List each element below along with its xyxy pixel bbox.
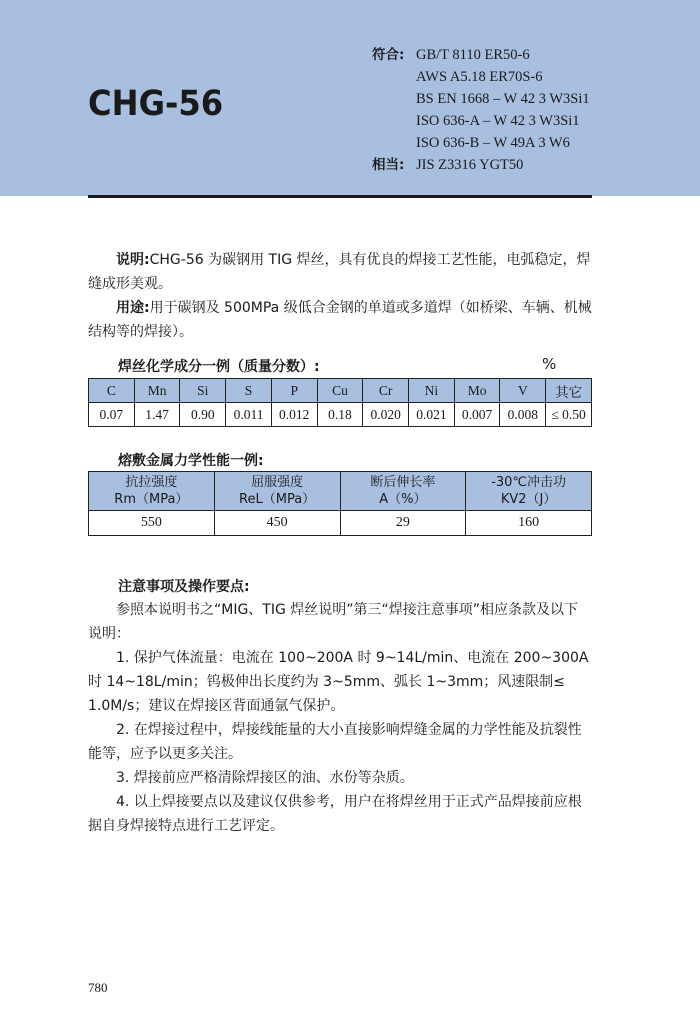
column-header: Ni xyxy=(409,379,455,403)
standard-row xyxy=(372,44,590,66)
standard-row xyxy=(372,66,590,88)
table-cell: 29 xyxy=(340,511,466,536)
standard-label xyxy=(372,66,416,88)
notes-paragraph: 3. 焊接前应严格清除焊接区的油、水份等杂质。 xyxy=(116,770,414,786)
notes-title: 注意事项及操作要点: xyxy=(118,579,250,595)
table-cell: 0.90 xyxy=(180,403,226,427)
header-line: A（%） xyxy=(379,492,427,507)
column-header: C xyxy=(89,379,135,403)
mechanical-title: 熔敷金属力学性能一例: xyxy=(118,453,264,469)
page-number: 780 xyxy=(88,980,108,995)
usage-label: 用途: xyxy=(116,300,150,316)
table-cell: ≤ 0.50 xyxy=(546,403,592,427)
table-cell: 0.008 xyxy=(500,403,546,427)
standard-label xyxy=(372,110,416,132)
column-header xyxy=(466,472,592,511)
table-cell: 0.07 xyxy=(89,403,135,427)
column-header: Mn xyxy=(134,379,180,403)
column-header: 其它 xyxy=(546,379,592,403)
notes-paragraph: 参照本说明书之“MIG、TIG 焊丝说明”第三“焊接注意事项”相应条款及以下说明： xyxy=(88,602,579,642)
product-title: CHG-56 xyxy=(88,84,224,124)
column-header: Cu xyxy=(317,379,363,403)
table-row xyxy=(89,403,592,427)
column-header: Cr xyxy=(363,379,409,403)
standards-list xyxy=(372,44,590,176)
notes-paragraph: 4. 以上焊接要点以及建议仅供参考，用户在将焊丝用于正式产品焊接前应根据自身焊接特点进行工艺评定。 xyxy=(88,794,582,834)
standard-value: JIS Z3316 YGT50 xyxy=(416,157,524,173)
table-row xyxy=(89,511,592,536)
usage-paragraph xyxy=(88,296,592,344)
chemistry-title: 焊丝化学成分一例（质量分数）: xyxy=(118,359,320,375)
table-cell: 0.021 xyxy=(409,403,455,427)
standard-row xyxy=(372,132,590,154)
standard-label: 相当: xyxy=(372,157,405,173)
standard-row xyxy=(372,88,590,110)
column-header: Mo xyxy=(454,379,500,403)
standard-value: AWS A5.18 ER70S-6 xyxy=(416,69,543,85)
table-cell: 1.47 xyxy=(134,403,180,427)
description-label: 说明: xyxy=(116,252,150,268)
table-cell: 0.012 xyxy=(271,403,317,427)
standard-value: ISO 636-B – W 49A 3 W6 xyxy=(416,135,570,151)
column-header: P xyxy=(271,379,317,403)
column-header: Si xyxy=(180,379,226,403)
column-header: V xyxy=(500,379,546,403)
table-cell: 160 xyxy=(466,511,592,536)
header-band xyxy=(0,0,700,196)
intro-section xyxy=(88,248,592,344)
table-header-row xyxy=(89,379,592,403)
table-cell: 550 xyxy=(89,511,215,536)
chemistry-unit: % xyxy=(542,355,557,373)
description-paragraph xyxy=(88,248,592,296)
table-cell: 0.18 xyxy=(317,403,363,427)
header-line: -30℃冲击功 xyxy=(491,475,567,490)
header-line: KV2（J） xyxy=(500,492,557,507)
standard-label: 符合: xyxy=(372,47,405,63)
standard-row xyxy=(372,110,590,132)
mechanical-table xyxy=(88,471,592,536)
table-cell: 0.011 xyxy=(226,403,272,427)
table-cell: 0.007 xyxy=(454,403,500,427)
chemistry-table xyxy=(88,378,592,427)
notes-paragraph: 2. 在焊接过程中，焊接线能量的大小直接影响焊缝金属的力学性能及抗裂性能等，应予以更多关注。 xyxy=(88,722,582,762)
header-line: ReL（MPa） xyxy=(239,492,316,507)
header-divider xyxy=(88,195,592,198)
standard-row xyxy=(372,154,590,176)
table-cell: 450 xyxy=(214,511,340,536)
description-text: CHG-56 为碳钢用 TIG 焊丝，具有优良的焊接工艺性能，电弧稳定，焊缝成形美观。 xyxy=(88,252,591,292)
standard-value: ISO 636-A – W 42 3 W3Si1 xyxy=(416,113,580,129)
header-line: Rm（MPa） xyxy=(114,492,189,507)
notes-paragraph: 1. 保护气体流量：电流在 100~200A 时 9~14L/min、电流在 200~300A 时 14~18L/min；钨极伸出长度约为 3~5mm、弧长 1~3mm；风速限制≤ 1.0M/s；建议在焊接区背面通氩气保护。 xyxy=(88,650,589,714)
standard-value: BS EN 1668 – W 42 3 W3Si1 xyxy=(416,91,590,107)
usage-text: 用于碳钢及 500MPa 级低合金钢的单道或多道焊（如桥梁、车辆、机械结构等的焊接）。 xyxy=(88,300,592,340)
column-header xyxy=(214,472,340,511)
table-cell: 0.020 xyxy=(363,403,409,427)
notes-section xyxy=(88,598,592,838)
standard-value: GB/T 8110 ER50-6 xyxy=(416,47,530,63)
column-header xyxy=(89,472,215,511)
header-line: 断后伸长率 xyxy=(370,475,436,490)
standard-label xyxy=(372,88,416,110)
table-header-row xyxy=(89,472,592,511)
standard-label xyxy=(372,132,416,154)
header-line: 抗拉强度 xyxy=(125,475,178,490)
column-header xyxy=(340,472,466,511)
column-header: S xyxy=(226,379,272,403)
header-line: 屈服强度 xyxy=(251,475,304,490)
